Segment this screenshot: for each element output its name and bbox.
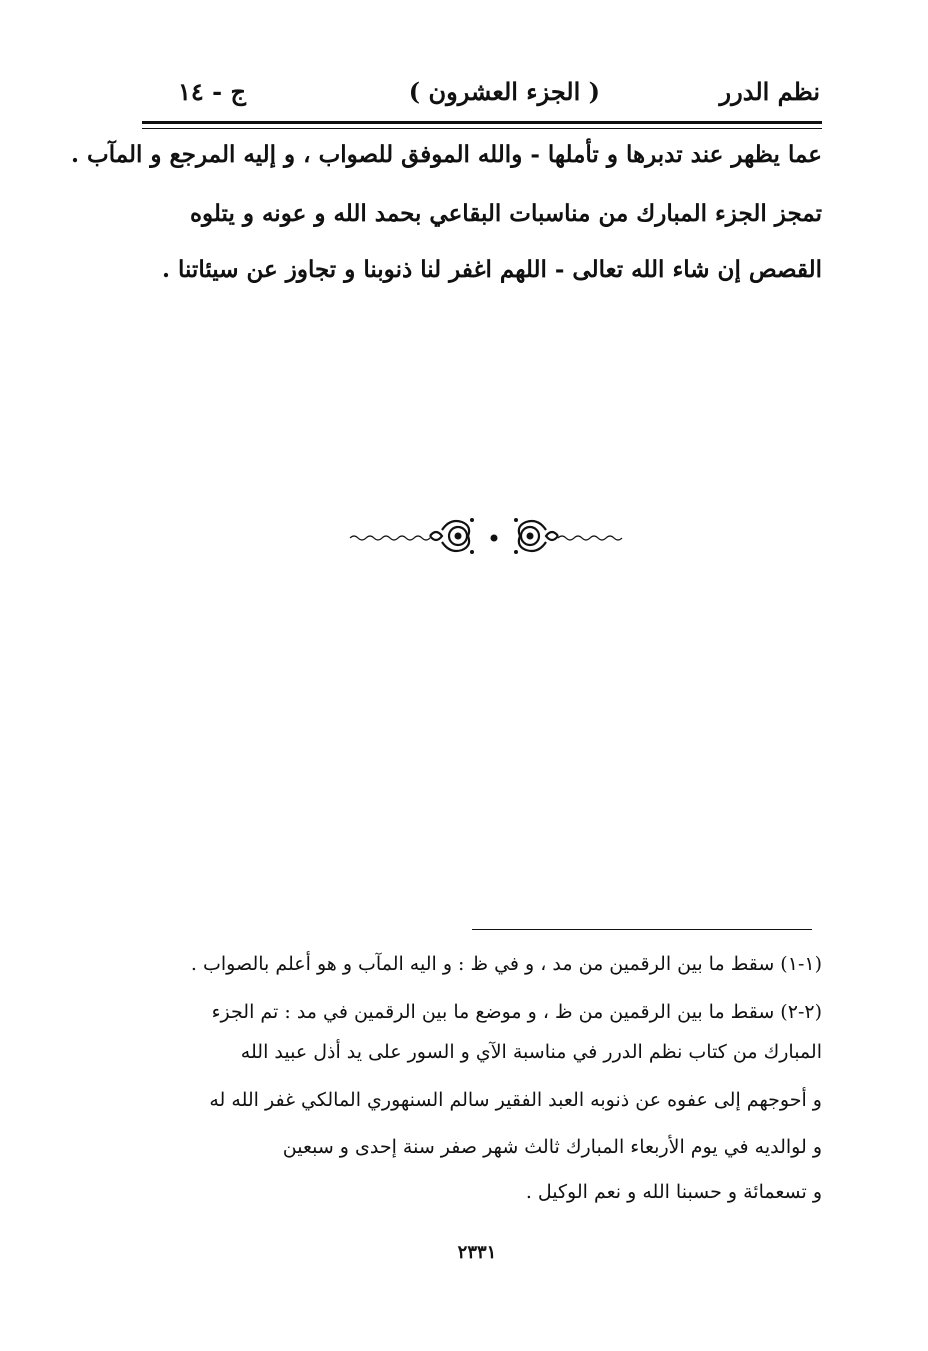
body-text-line: القصص إن شاء الله تعالى - اللهم اغفر لنا ذنوبنا و تجاوز عن سيئاتنا . xyxy=(161,256,822,283)
footnote-line: (١-١) سقط ما بين الرقمين من مد ، و في ظ : و اليه المآب و هو أعلم بالصواب . xyxy=(190,953,822,975)
footnote-line: المبارك من كتاب نظم الدرر في مناسبة الآي و السور على يد أذل عبيد الله xyxy=(240,1041,822,1063)
footnote-separator-rule xyxy=(472,929,812,930)
running-head-part-title: ( الجزء العشرون ) xyxy=(408,77,600,106)
footnote-line: و تسعمائة و حسبنا الله و نعم الوكيل . xyxy=(525,1181,822,1203)
running-head-book-title: نظم الدرر xyxy=(719,77,820,106)
body-text-line: تمجز الجزء المبارك من مناسبات البقاعي بحمد الله و عونه و يتلوه xyxy=(189,200,822,227)
header-rule-thick xyxy=(142,121,822,124)
footnote-line: و أحوجهم إلى عفوه عن ذنوبه العبد الفقير سالم السنهوري المالكي غفر الله له xyxy=(209,1089,822,1111)
header-rule-thin xyxy=(142,128,822,129)
floral-divider-icon xyxy=(346,510,642,560)
footnote-line: (٢-٢) سقط ما بين الرقمين من ظ ، و موضع ما بين الرقمين في مد : تم الجزء xyxy=(211,1001,822,1023)
page-number: ٢٣٣١ xyxy=(457,1242,497,1263)
running-head-volume: ج - ١٤ xyxy=(178,77,246,106)
body-text-line: عما يظهر عند تدبرها و تأملها - والله الموفق للصواب ، و إليه المرجع و المآب . xyxy=(71,141,822,168)
footnote-line: و لوالديه في يوم الأربعاء المبارك ثالث شهر صفر سنة إحدى و سبعين xyxy=(282,1136,822,1158)
